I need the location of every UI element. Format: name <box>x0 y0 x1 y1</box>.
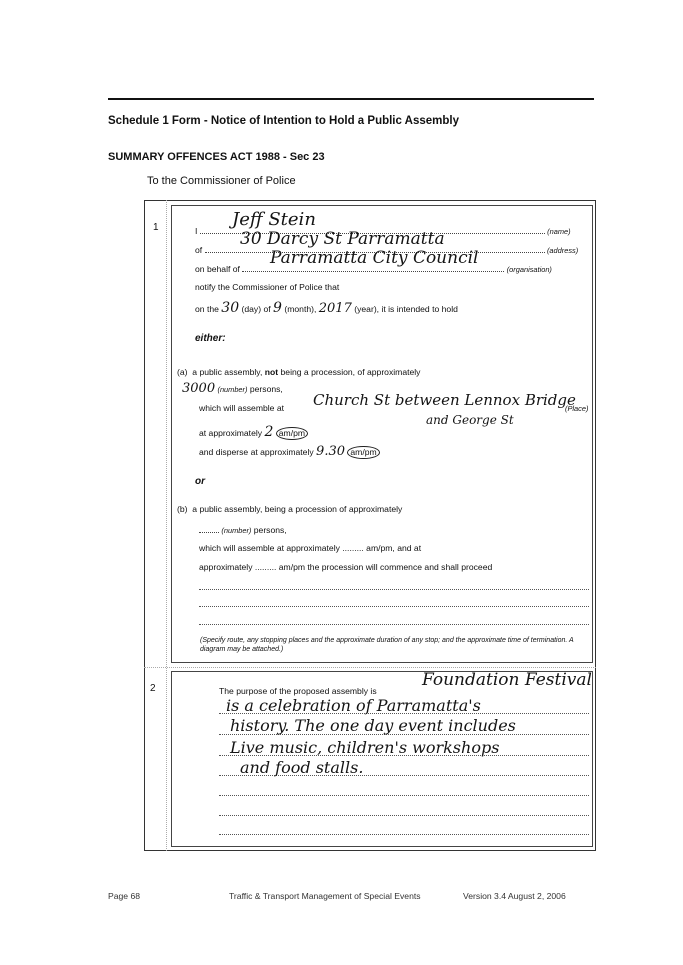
section-1-number: 1 <box>153 222 159 233</box>
number-hint: (number) <box>217 385 248 394</box>
option-b-number-row <box>199 524 287 535</box>
number-column-rule <box>166 200 168 851</box>
disperse-row <box>199 444 380 459</box>
purpose-row <box>219 686 377 696</box>
purpose-line-3: history. The one day event includes <box>230 716 516 735</box>
option-b-number-line[interactable] <box>199 524 219 533</box>
month-label: (month), <box>284 304 317 314</box>
approx-label: at approximately <box>199 428 263 438</box>
address-hint: (address) <box>546 246 579 255</box>
name-hint: (name) <box>547 227 571 236</box>
organisation-hint: (organisation) <box>506 265 552 274</box>
assemble-label: which will assemble at <box>199 403 285 413</box>
approx-row <box>199 424 308 440</box>
footer-page: Page 68 <box>108 891 141 901</box>
purpose-rule[interactable] <box>219 795 589 796</box>
day-value: 30 <box>221 300 240 316</box>
specify-note: (Specify route, any stopping places and the approximate duration of any stop; and the approximate time of termination. A diagram may be attached.) <box>200 637 574 653</box>
name-value: Jeff Stein <box>232 209 316 230</box>
behalf-label: on behalf of <box>195 264 240 274</box>
option-b-label: (b) <box>177 504 188 514</box>
place-value-line2: and George St <box>426 413 514 427</box>
address-value: 30 Darcy St Parramatta <box>240 229 445 249</box>
section-2-number: 2 <box>150 683 156 694</box>
either-label: either: <box>195 333 226 344</box>
or-label: or <box>195 476 205 487</box>
persons-label: persons, <box>249 384 283 394</box>
notify-text: notify the Commissioner of Police that <box>195 282 340 292</box>
option-b-number-hint: (number) <box>221 526 252 535</box>
organisation-value: Parramatta City Council <box>270 248 479 268</box>
section-separator <box>144 667 596 668</box>
day-label: (day) of <box>241 304 271 314</box>
year-label: (year), it is intended to hold <box>354 304 458 314</box>
disperse-label: and disperse at approximately <box>199 447 314 457</box>
act-heading: SUMMARY OFFENCES ACT 1988 - Sec 23 <box>108 151 325 163</box>
option-b-assemble: which will assemble at approximately ......... am/pm, and at <box>199 543 422 553</box>
option-b-persons: persons, <box>253 525 287 535</box>
option-a-text-pre: a public assembly, <box>192 367 263 377</box>
top-rule <box>108 98 594 100</box>
on-the-label: on the <box>195 304 219 314</box>
option-b-text: a public assembly, being a procession of approximately <box>192 504 403 514</box>
purpose-line-5: and food stalls. <box>240 758 364 777</box>
form-title: Schedule 1 Form - Notice of Intention to Hold a Public Assembly <box>108 115 460 127</box>
footer-title: Traffic & Transport Management of Special Events <box>229 891 421 901</box>
time-value: 2 <box>264 424 274 440</box>
purpose-rule[interactable] <box>219 834 589 835</box>
purpose-label: The purpose of the proposed assembly is <box>219 686 377 696</box>
option-a-number-row <box>182 381 283 396</box>
ampm-selection: am/pm <box>276 427 308 440</box>
purpose-rule[interactable] <box>219 815 589 816</box>
purpose-line-4: Live music, children's workshops <box>230 738 500 757</box>
purpose-line-2: is a celebration of Parramatta's <box>226 696 481 715</box>
route-line[interactable] <box>199 624 589 625</box>
place-value: Church St between Lennox Bridge <box>313 391 576 409</box>
option-a-not: not <box>264 367 279 377</box>
option-b-commence: approximately ......... am/pm the procession will commence and shall proceed <box>199 562 493 572</box>
disperse-ampm-selection: am/pm <box>347 446 379 459</box>
i-label: I <box>195 226 198 236</box>
option-b-row <box>177 504 402 514</box>
month-value: 9 <box>273 300 282 316</box>
disperse-value: 9.30 <box>316 444 345 459</box>
addressee: To the Commissioner of Police <box>147 175 296 187</box>
option-a-row <box>177 367 420 377</box>
route-line[interactable] <box>199 589 589 590</box>
option-a-text-post: being a procession, of approximately <box>280 367 421 377</box>
purpose-line-1: Foundation Festival <box>422 670 592 690</box>
date-row <box>195 300 458 316</box>
route-line[interactable] <box>199 606 589 607</box>
number-value: 3000 <box>182 381 216 396</box>
of-label: of <box>195 245 203 255</box>
assemble-row <box>199 403 284 413</box>
place-hint: (Place) <box>565 404 589 413</box>
footer-version: Version 3.4 August 2, 2006 <box>463 891 566 901</box>
option-a-label: (a) <box>177 367 188 377</box>
year-value: 2017 <box>318 301 352 316</box>
